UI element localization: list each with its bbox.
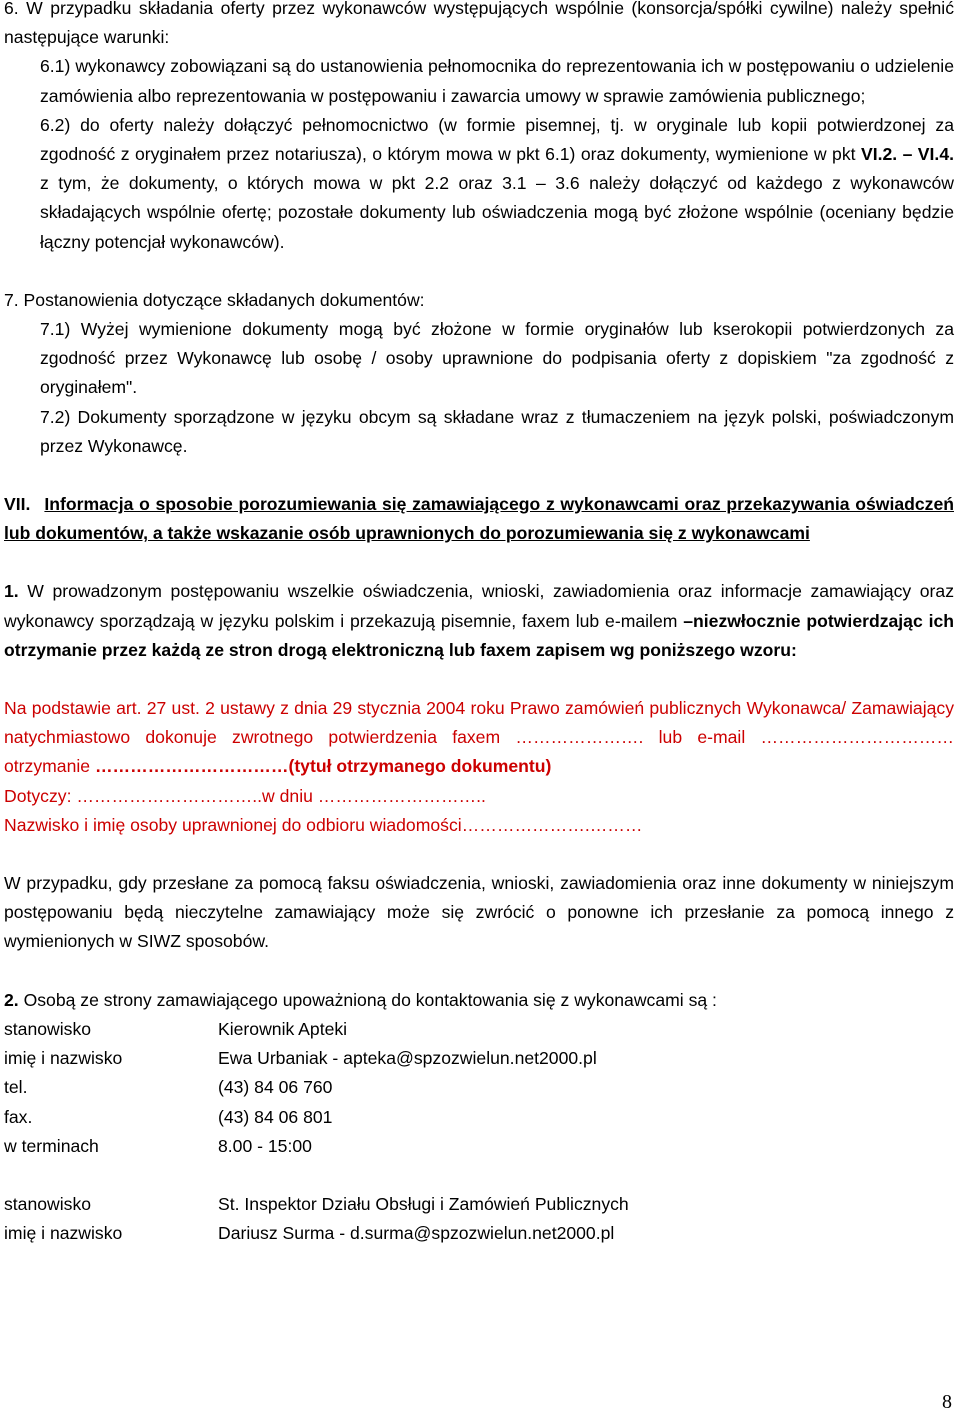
- contact-label: stanowisko: [4, 1018, 92, 1039]
- point-2-text: Osobą ze strony zamawiającego upoważnioną do kontaktowania się z wykonawcami są :: [18, 989, 717, 1010]
- contact-2-row: [4, 1219, 954, 1248]
- section6-intro: 6. W przypadku składania oferty przez wykonawców występujących wspólnie (konsorcja/spółki cywilne) należy spełnić następujące warunki:: [4, 0, 954, 48]
- contact-1-row: [4, 1044, 954, 1073]
- section6-item-6-2-text-b: z tym, że dokumenty, o których mowa w pkt 2.2 oraz 3.1 – 3.6 należy dołączyć od każdego z wykonawców składających wspólnie ofertę; pozostałe dokumenty lub oświadczenia mogą być złożone wspólnie (oceniany będzie łączny potencjał wykonawców).: [40, 173, 954, 252]
- section6-item-6-2: [4, 111, 954, 257]
- section7-item-7-1: 7.1) Wyżej wymienione dokumenty mogą być złożone w formie oryginałów lub kserokopii potwierdzonych za zgodność przez Wykonawcę lub osobę / osoby uprawnione do podpisania oferty z dopiskiem "za zgodność z oryginałem".: [40, 319, 954, 398]
- contact-label: imię i nazwisko: [4, 1223, 123, 1244]
- contact-label: fax.: [4, 1106, 33, 1127]
- contact-1-row: [4, 1103, 954, 1132]
- page-number: 8: [942, 1391, 952, 1413]
- fax-note: W przypadku, gdy przesłane za pomocą faksu oświadczenia, wnioski, zawiadomienia oraz inne dokumenty w niniejszym postępowaniu będą nieczytelne zamawiający może się zwrócić o ponowne ich przesłanie za pomocą innego z wymienionych w SIWZ sposobów.: [4, 873, 954, 952]
- contact-2-row: [4, 1190, 954, 1219]
- point-1-bold-text: –niezwłocznie potwierdzając ich otrzymanie przez każdą ze stron drogą elektroniczną lub faxem zapisem wg poniższego wzoru:: [4, 610, 954, 660]
- confirmation-template-text: Na podstawie art. 27 ust. 2 ustawy z dnia 29 stycznia 2004 roku Prawo zamówień publicznych Wykonawca/ Zamawiający natychmiastowo dokonuje zwrotnego potwierdzenia faxem …………………. lub e-mail ……………………………otrzymanie: [4, 698, 954, 777]
- section7-title: 7. Postanowienia dotyczące składanych dokumentów:: [4, 289, 425, 310]
- contact-person-2: [4, 1190, 954, 1248]
- section6-item-6-1: 6.1) wykonawcy zobowiązani są do ustanowienia pełnomocnika do reprezentowania ich w postępowaniu o udzielenie zamówienia albo reprezentowania w postępowaniu i zawarcia umowy w sprawie zamówienia publicznego;: [40, 56, 954, 106]
- contact-label: imię i nazwisko: [4, 1048, 123, 1069]
- confirmation-template-concerns: Dotyczy: …………………………..w dniu ………………………..: [4, 785, 486, 806]
- section6-item-6-2-ref: VI.2. – VI.4.: [860, 144, 954, 165]
- contact-person-1: [4, 1015, 954, 1161]
- contact-value: St. Inspektor Działu Obsługi i Zamówień Publicznych: [218, 1193, 629, 1214]
- document-page: [4, 0, 954, 1248]
- confirmation-template-recipient: Nazwisko i imię osoby uprawnionej do odbioru wiadomości………………….………: [4, 814, 643, 835]
- point-2-number: 2.: [4, 989, 19, 1010]
- point-1-number: 1.: [4, 581, 19, 602]
- contact-label: tel.: [4, 1077, 28, 1098]
- contact-label: stanowisko: [4, 1193, 92, 1214]
- section-vii-number: VII.: [4, 494, 31, 515]
- confirmation-template: [4, 694, 954, 782]
- contact-value: (43) 84 06 801: [218, 1106, 333, 1127]
- contact-1-row: [4, 1015, 954, 1044]
- contact-value: (43) 84 06 760: [218, 1077, 333, 1098]
- confirmation-template-title: ……………………………(tytuł otrzymanego dokumentu): [94, 756, 552, 777]
- contact-1-row: [4, 1132, 954, 1161]
- section-vii-heading: [4, 490, 954, 548]
- contact-value: Ewa Urbaniak - apteka@spzozwielun.net2000.pl: [218, 1048, 597, 1069]
- contact-value: Dariusz Surma - d.surma@spzozwielun.net2000.pl: [218, 1223, 615, 1244]
- section7-item-7-2: 7.2) Dokumenty sporządzone w języku obcym są składane wraz z tłumaczeniem na język polski, poświadczonym przez Wykonawcę.: [40, 406, 954, 456]
- section-vii-title: Informacja o sposobie porozumiewania się zamawiającego z wykonawcami oraz przekazywania oświadczeń lub dokumentów, a także wskazanie osób uprawnionych do porozumiewania się z wykonawcami: [4, 494, 954, 544]
- contact-label: w terminach: [4, 1135, 99, 1156]
- contact-1-row: [4, 1073, 954, 1102]
- point-1: [4, 577, 954, 665]
- point-1-text: W prowadzonym postępowaniu wszelkie oświadczenia, wnioski, zawiadomienia oraz informacje zamawiający oraz wykonawcy sporządzają w języku polskim i przekazują pisemnie, faxem lub e-mailem: [4, 581, 954, 631]
- contact-value: Kierownik Apteki: [218, 1018, 348, 1039]
- section6-item-6-2-text-a: 6.2) do oferty należy dołączyć pełnomocnictwo (w formie pisemnej, tj. w oryginale lub kopii potwierdzonej za zgodność z oryginałem przez notariusza), o którym mowa w pkt 6.1) oraz dokumenty, wymienione w pkt: [40, 114, 954, 165]
- contact-value: 8.00 - 15:00: [218, 1135, 312, 1156]
- point-2: [4, 986, 954, 1015]
